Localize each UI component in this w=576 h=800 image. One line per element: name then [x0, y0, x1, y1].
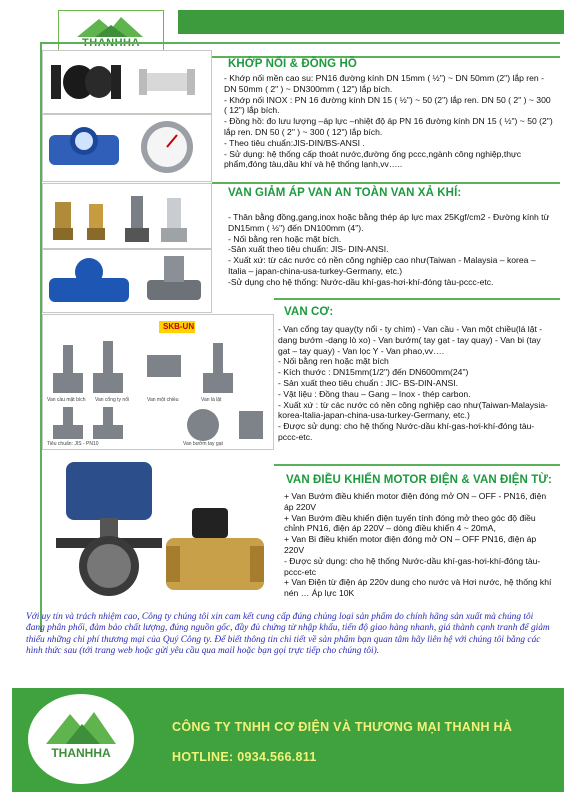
top-green-bar	[178, 10, 564, 34]
section-body-electric: + Van Bướm điều khiển motor điện đóng mở ON – OFF - PN16, điện áp 220V + Van Bướm điều khiển điện tuyến tính đóng mở theo góc độ điều chỉnh PN16, điện áp 220V – dòng điều khiển 4 ~ 20mA, + Van Bi điều khiển motor điện đóng mở ON – OFF PN16, điện áp 220V - Được sử dụng: cho hệ thống Nước-dầu khí-gas-hơi-khí-đóng tàu-pccc-etc + Van Điện từ điện áp 220v dung cho nước và Hơi nước, hệ thống khí nén … Áp lực 10K	[284, 491, 552, 599]
section-body-fittings: - Khớp nối mền cao su: PN16 đường kính DN 15mm ( ½") ~ DN 50mm (2") lắp ren - DN 50mm ( 2" ) ~ DN300mm ( 12") lắp bích. - Khớp nối INOX : PN 16 đường kính DN 15 ( ½") ~ 50 (2") lắp ren. DN 50 ( 2" ) ~ 300 ( 12") lắp bích. - Đồng hồ: đo lưu lượng –áp lực –nhiệt độ áp PN 16 đường kính DN 15 ( ½") ~ 50 (2") lắp ren. DN 50 ( 2" ) ~ 300 ( 12") lắp bích. - Theo tiêu chuẩn:JIS-DIN/BS-ANSI . - Sử dụng: hệ thống cấp thoát nước,đường ống pccc,ngành công nghiệp,thực phẩm,đóng tàu,dầu khí và hệ thống lạnh,vv…..	[224, 73, 553, 170]
section-title-fittings: KHỚP NỐI & ĐỒNG HỒ	[228, 58, 357, 70]
footer-logo-text: THANHHA	[51, 746, 111, 760]
pressure-reducing-valves-image	[42, 249, 212, 313]
frame-line-top	[40, 42, 560, 44]
section-body-mechanical: - Van cổng tay quay(ty nổi - ty chìm) - Van cầu - Van một chiều(lá lật - dạng bướm -dạng lò xo) - Van bướm( tay gạt - tay quay) - Van bi (tay gạt – tay quay) - Van lọc Y - Van phao,vv…. - Nối bằng ren hoặc mặt bích - Kích thước : DN15mm(1/2") đến DN600mm(24") - Sản xuất theo tiêu chuẩn : JIC- BS-DIN-ANSI. - Vật liệu : Đồng thau – Gang – Inox - thép carbon. - Xuất xứ : từ các nước có nền công nghiệp cao như(Taiwan-Malaysia-korea-Italia-japan-china-usa-turkey-Germany, etc.) - Được sử dụng: cho hệ thống Nước-dầu khí-gas-hơi-khí-đóng tàu-pccc-etc.	[278, 324, 548, 442]
section-title-mechanical: VAN CƠ:	[284, 306, 334, 318]
catalog-tag: Tiêu chuẩn: JIS - PN10	[47, 441, 99, 447]
section-line	[274, 298, 560, 300]
footer-logo	[28, 694, 134, 784]
section-line	[212, 182, 560, 184]
safety-valves-image	[42, 183, 212, 249]
catalog-tag: Van lá lật	[201, 397, 222, 403]
section-title-electric: VAN ĐIỀU KHIỂN MOTOR ĐIỆN & VAN ĐIỆN TỪ:	[286, 474, 552, 486]
footer	[12, 688, 564, 792]
top-logo	[58, 10, 164, 54]
company-name: CÔNG TY TNHH CƠ ĐIỆN VÀ THƯƠNG MẠI THANH HÀ	[172, 720, 513, 734]
mountain-logo-icon	[46, 708, 116, 744]
electric-valves-image	[42, 458, 272, 608]
catalog-label: SKB-UN	[163, 322, 195, 331]
section-body-pressure: - Thân bằng đồng,gang,inox hoặc bằng thép áp lực max 25Kgf/cm2 - Đường kính từ DN15mm ( ½") đến DN100mm (4"). - Nối bằng ren hoặc mặt bích. -Sản xuất theo tiêu chuẩn: JIS- DIN-ANSI. - Xuất xứ: từ các nước có nền công nghiệp cao như(Taiwan - Malaysia – korea – Italia – japan-china-usa-turkey-Germany, etc.) -Sử dụng cho hệ thống: Nước-dầu khí-gas-hơi-khí-đóng tàu-pccc-etc.	[228, 212, 550, 287]
catalog-tag: Van cầu mặt bích	[47, 397, 86, 403]
catalog-tag: Van cổng ty nổi	[95, 397, 130, 403]
meters-gauges-image	[42, 114, 212, 182]
section-title-pressure: VAN GIẢM ÁP VAN AN TOÀN VAN XẢ KHÍ:	[228, 187, 462, 199]
mechanical-valves-catalog-image	[42, 314, 274, 450]
catalog-tag: Van bướm tay gạt	[183, 441, 223, 447]
flexible-joint-image	[42, 50, 212, 114]
section-line	[274, 464, 560, 466]
mountain-logo-icon	[77, 15, 143, 37]
commitment-note: Với uy tín và trách nhiệm cao, Công ty chúng tôi xin cam kết cung cấp đúng chủng loại sản phẩm do chính hãng sản xuất mà chúng tôi đang phân phối, đảm bảo chất lượng, đúng nguồn gốc, đầy đủ chứng từ nhập khẩu, tiến độ giao hàng nhanh, giá thành cạnh tranh để giảm thiểu những chi phí thương mại của Quý Công ty. Để biết thông tin chi tiết về sản phẩm bạn quan tâm hãy liên hệ với chúng tôi bằng các hình thức sau (tới trang web hoặc gửi yêu cầu qua mail hoặc bạn gọi trực tiếp cho chúng tôi).	[26, 612, 550, 656]
catalog-tag: Van một chiều	[147, 397, 179, 403]
hotline: HOTLINE: 0934.566.811	[172, 750, 317, 764]
